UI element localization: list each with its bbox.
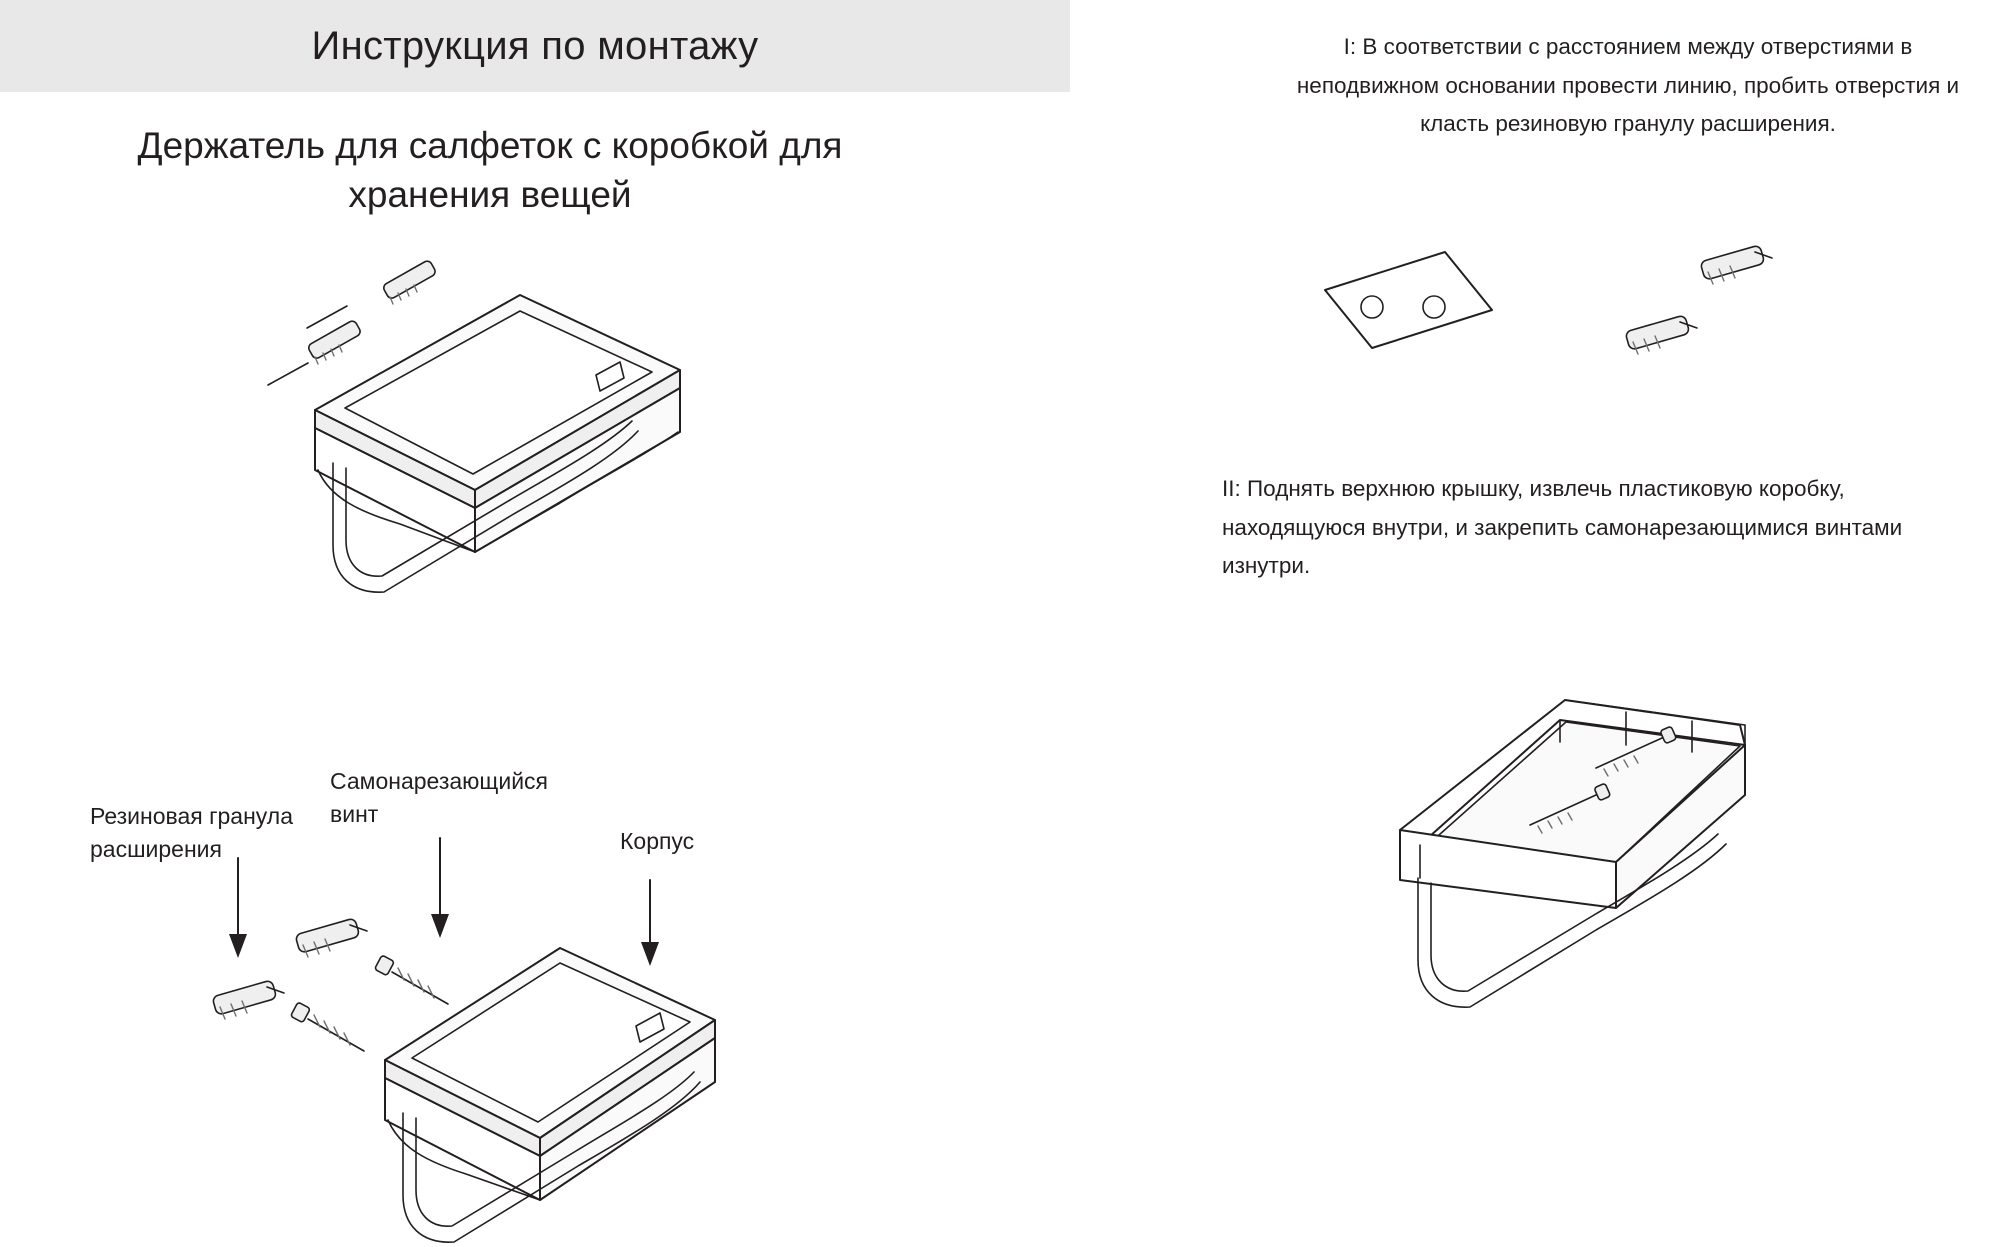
step-1-text: I: В соответствии с расстоянием между отверстиями в неподвижном основании провести линию, пробить отверстия и класть резиновую гранулу расширения.: [1296, 34, 1960, 137]
inner-screw-1: [1530, 783, 1611, 833]
figure-wall-plate-anchors: [1325, 245, 1772, 354]
callout-label-anchor: Резиновая гранула расширения: [90, 803, 293, 862]
arrow-body: [641, 880, 659, 966]
page-title: Инструкция по монтажу: [311, 23, 759, 68]
figure-exploded-holder: [212, 838, 715, 1242]
exploded-anchor-1: [295, 918, 367, 957]
figure-assembled-holder: [268, 259, 680, 592]
exploded-screw-2: [290, 1002, 364, 1051]
arrow-screw: [431, 838, 449, 938]
screw-top-left: [307, 259, 437, 328]
exploded-anchor-2: [212, 980, 284, 1019]
figure-inner-box-screws: [1400, 700, 1745, 1007]
step-2-text: II: Поднять верхнюю крышку, извлечь пластиковую коробку, находящуюся внутри, и закрепить самонарезающимися винтами изнутри.: [1222, 476, 1903, 579]
product-title: Держатель для салфеток с коробкой для хранения вещей: [137, 125, 843, 215]
callout-label-body: Корпус: [620, 828, 695, 854]
anchor-upper: [1700, 245, 1772, 284]
exploded-screw-1: [374, 955, 448, 1004]
callout-label-screw: Самонарезающийся винт: [330, 768, 548, 827]
anchor-lower: [1625, 315, 1697, 354]
inner-screw-2: [1596, 726, 1677, 776]
screw-top-left-2: [268, 319, 362, 385]
arrow-anchor: [229, 858, 247, 958]
